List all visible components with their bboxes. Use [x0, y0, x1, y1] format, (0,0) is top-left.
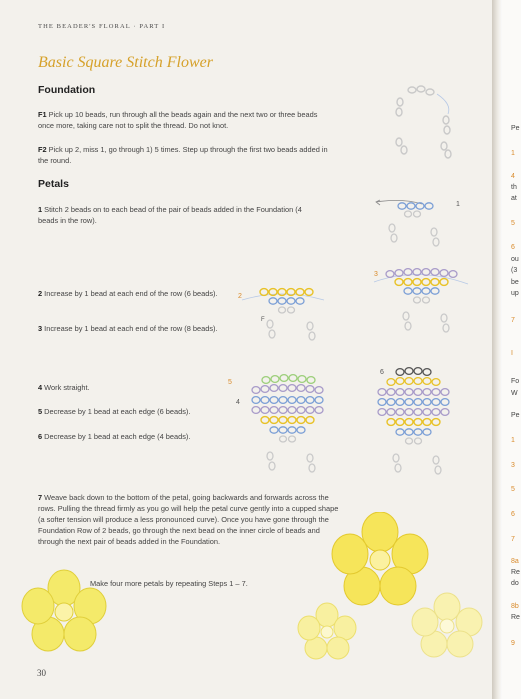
step-2: 2 Increase by 1 bead at each end of the row (6 beads). — [38, 289, 218, 298]
next-page-text: Re — [511, 569, 520, 576]
next-page-text: 5 — [511, 486, 515, 493]
next-page-text: 6 — [511, 511, 515, 518]
next-page-text: Fo — [511, 378, 520, 385]
label-f: F — [261, 317, 265, 323]
page-title: Basic Square Stitch Flower — [38, 54, 213, 71]
next-page-text: do — [511, 580, 519, 587]
label-three: 3 — [374, 271, 378, 278]
next-page-text: th — [511, 184, 517, 191]
next-page-text: 4 — [511, 173, 515, 180]
next-page-text: ou — [511, 256, 519, 263]
step-4: 4 Work straight. — [38, 383, 90, 392]
foundation-diagram — [382, 80, 472, 162]
repeat-note: Make four more petals by repeating Steps 1 – 7. — [90, 579, 248, 588]
next-page-text: Pe — [511, 412, 520, 419]
step-f2: F2 Pick up 2, miss 1, go through 1) 5 times. Step up through the first two beads added in the round. — [38, 145, 328, 165]
step-5: 5 Decrease by 1 bead at each edge (6 beads). — [38, 407, 191, 416]
label-four: 4 — [236, 399, 240, 406]
page-number: 30 — [37, 668, 46, 678]
step6-diagram — [360, 362, 480, 480]
next-page-text: 1 — [511, 150, 515, 157]
label-one: 1 — [456, 201, 460, 208]
page-gutter — [492, 0, 502, 699]
right-page-edge — [502, 0, 521, 699]
next-page-text: 7 — [511, 536, 515, 543]
next-page-text: be — [511, 279, 519, 286]
step-7: 7 Weave back down to the bottom of the petal, going backwards and forwards across the rows. Pulling the thread firmly as you go will help the petal curve gently into a cupped shape (a softer tension will produce a less pronounced curve). Once you have gone through the Foundation Row of 2 beads, go through the next bead on the inner circle of beads and through the next pair of beads added in the Foundation. — [38, 493, 339, 546]
next-page-text: I — [511, 350, 513, 357]
next-page-text: 1 — [511, 437, 515, 444]
next-page-text: W — [511, 390, 518, 397]
next-page-text: at — [511, 195, 517, 202]
next-page-text: 7 — [511, 317, 515, 324]
label-six: 6 — [380, 369, 384, 376]
step-3: 3 Increase by 1 bead at each end of the row (8 beads). — [38, 324, 218, 333]
next-page-text: 5 — [511, 220, 515, 227]
next-page-text: 3 — [511, 462, 515, 469]
flower-photo-small-left — [18, 568, 110, 654]
running-head: THE BEADER'S FLORAL · PART I — [38, 23, 166, 30]
next-page-text: Pe — [511, 125, 520, 132]
label-two: 2 — [238, 293, 242, 300]
step-1: 1 Stitch 2 beads on to each bead of the pair of beads added in the Foundation (4 beads in the row). — [38, 205, 302, 225]
next-page-text: up — [511, 290, 519, 297]
step-6: 6 Decrease by 1 bead at each edge (4 beads). — [38, 432, 191, 441]
step3-diagram — [368, 262, 478, 344]
next-page-text: 8b — [511, 603, 519, 610]
label-five: 5 — [228, 379, 232, 386]
step5-diagram — [226, 370, 356, 478]
step1-diagram — [372, 188, 472, 258]
flower-photo-right — [410, 592, 484, 658]
next-page-text: 6 — [511, 244, 515, 251]
next-page-text: Re — [511, 614, 520, 621]
next-page-text: 8a — [511, 558, 519, 565]
next-page-text: (3 — [511, 267, 518, 274]
step2-diagram — [232, 274, 352, 342]
foundation-heading: Foundation — [38, 84, 96, 96]
petals-heading: Petals — [38, 178, 69, 190]
step-f1: F1 Pick up 10 beads, run through all the beads again and the next two or three beads once more, taking care not to split the thread. Do not knot. — [38, 110, 318, 130]
flower-photo-pale — [296, 602, 358, 660]
next-page-text: 9 — [511, 640, 515, 647]
